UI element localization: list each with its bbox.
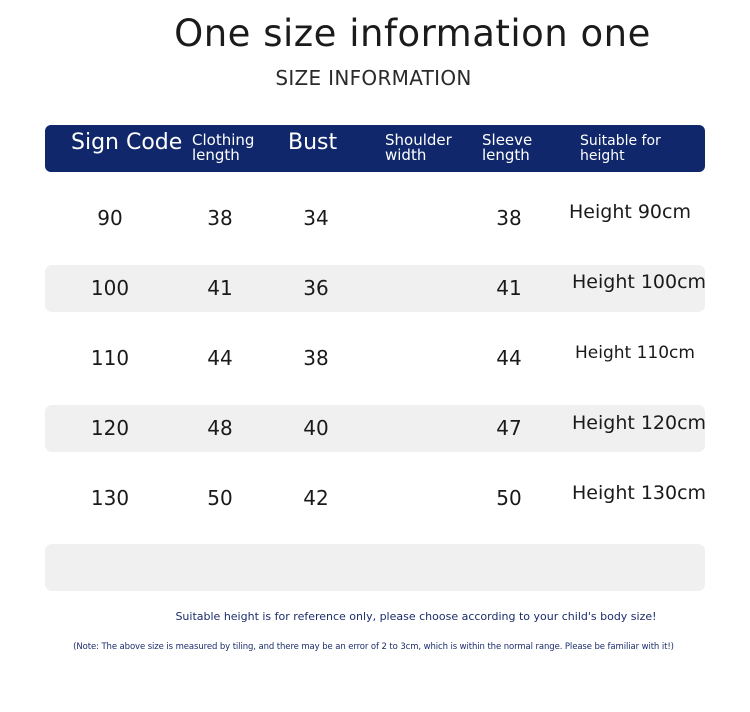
header-clothing-length — [192, 133, 254, 163]
size-table-header — [45, 125, 705, 172]
header-bust — [288, 131, 337, 155]
table-row — [45, 335, 705, 382]
header-suitable-height — [580, 134, 661, 164]
cell-suitable-height: Height 110cm — [575, 343, 695, 363]
header-label: width — [385, 146, 427, 164]
cell-bust: 42 — [303, 486, 329, 510]
header-label: Suitable for — [580, 133, 661, 149]
cell-shoulder-width — [372, 335, 452, 382]
cell-sleeve-length: 41 — [496, 276, 522, 300]
cell-sign-code — [70, 544, 150, 591]
header-shoulder-width — [385, 133, 452, 163]
cell-shoulder-width — [372, 405, 452, 452]
cell-sleeve-length: 47 — [496, 416, 522, 440]
table-row — [45, 195, 705, 242]
cell-sign-code: 120 — [90, 416, 130, 440]
cell-bust: 34 — [303, 206, 329, 230]
cell-sign-code: 110 — [90, 346, 130, 370]
cell-sign-code: 130 — [90, 486, 130, 510]
cell-clothing-length: 41 — [207, 276, 233, 300]
header-sleeve-length — [482, 133, 532, 163]
cell-shoulder-width — [372, 475, 452, 522]
cell-bust: 36 — [303, 276, 329, 300]
page-subtitle: SIZE INFORMATION — [275, 66, 472, 90]
header-label: length — [482, 146, 530, 164]
cell-suitable-height: Height 100cm — [572, 271, 707, 293]
header-label: Clothing — [192, 131, 255, 149]
measurement-note: (Note: The above size is measured by tiling, and there may be an error of 2 to 3cm, which is within the normal range. Please be familiar with it!) — [73, 642, 674, 652]
cell-bust: 40 — [303, 416, 329, 440]
table-row — [45, 405, 705, 452]
cell-clothing-length: 50 — [207, 486, 233, 510]
cell-clothing-length — [180, 544, 260, 591]
cell-sign-code: 100 — [90, 276, 130, 300]
cell-bust: 38 — [303, 346, 329, 370]
cell-sign-code: 90 — [97, 206, 123, 230]
cell-suitable-height: Height 130cm — [572, 482, 707, 504]
header-label: Bust — [288, 130, 338, 155]
table-row — [45, 265, 705, 312]
cell-bust — [276, 544, 356, 591]
table-row-empty — [45, 544, 705, 591]
cell-sleeve-length: 50 — [496, 486, 522, 510]
cell-suitable-height — [569, 544, 709, 591]
header-label: Sign Code — [71, 130, 183, 155]
header-label: length — [192, 146, 240, 164]
cell-shoulder-width — [372, 195, 452, 242]
reference-note: Suitable height is for reference only, please choose according to your child's body size! — [175, 610, 657, 623]
cell-sleeve-length: 44 — [496, 346, 522, 370]
cell-sleeve-length — [469, 544, 549, 591]
page-title: One size information one — [174, 12, 651, 55]
cell-sleeve-length: 38 — [496, 206, 522, 230]
header-sign-code — [71, 131, 182, 155]
header-label: Shoulder — [385, 131, 452, 149]
table-row — [45, 475, 705, 522]
cell-shoulder-width — [372, 544, 452, 591]
header-label: height — [580, 148, 625, 164]
header-label: Sleeve — [482, 131, 533, 149]
cell-clothing-length: 48 — [207, 416, 233, 440]
cell-suitable-height: Height 90cm — [569, 201, 691, 223]
cell-clothing-length: 44 — [207, 346, 233, 370]
cell-suitable-height: Height 120cm — [572, 412, 707, 434]
cell-clothing-length: 38 — [207, 206, 233, 230]
cell-shoulder-width — [372, 265, 452, 312]
